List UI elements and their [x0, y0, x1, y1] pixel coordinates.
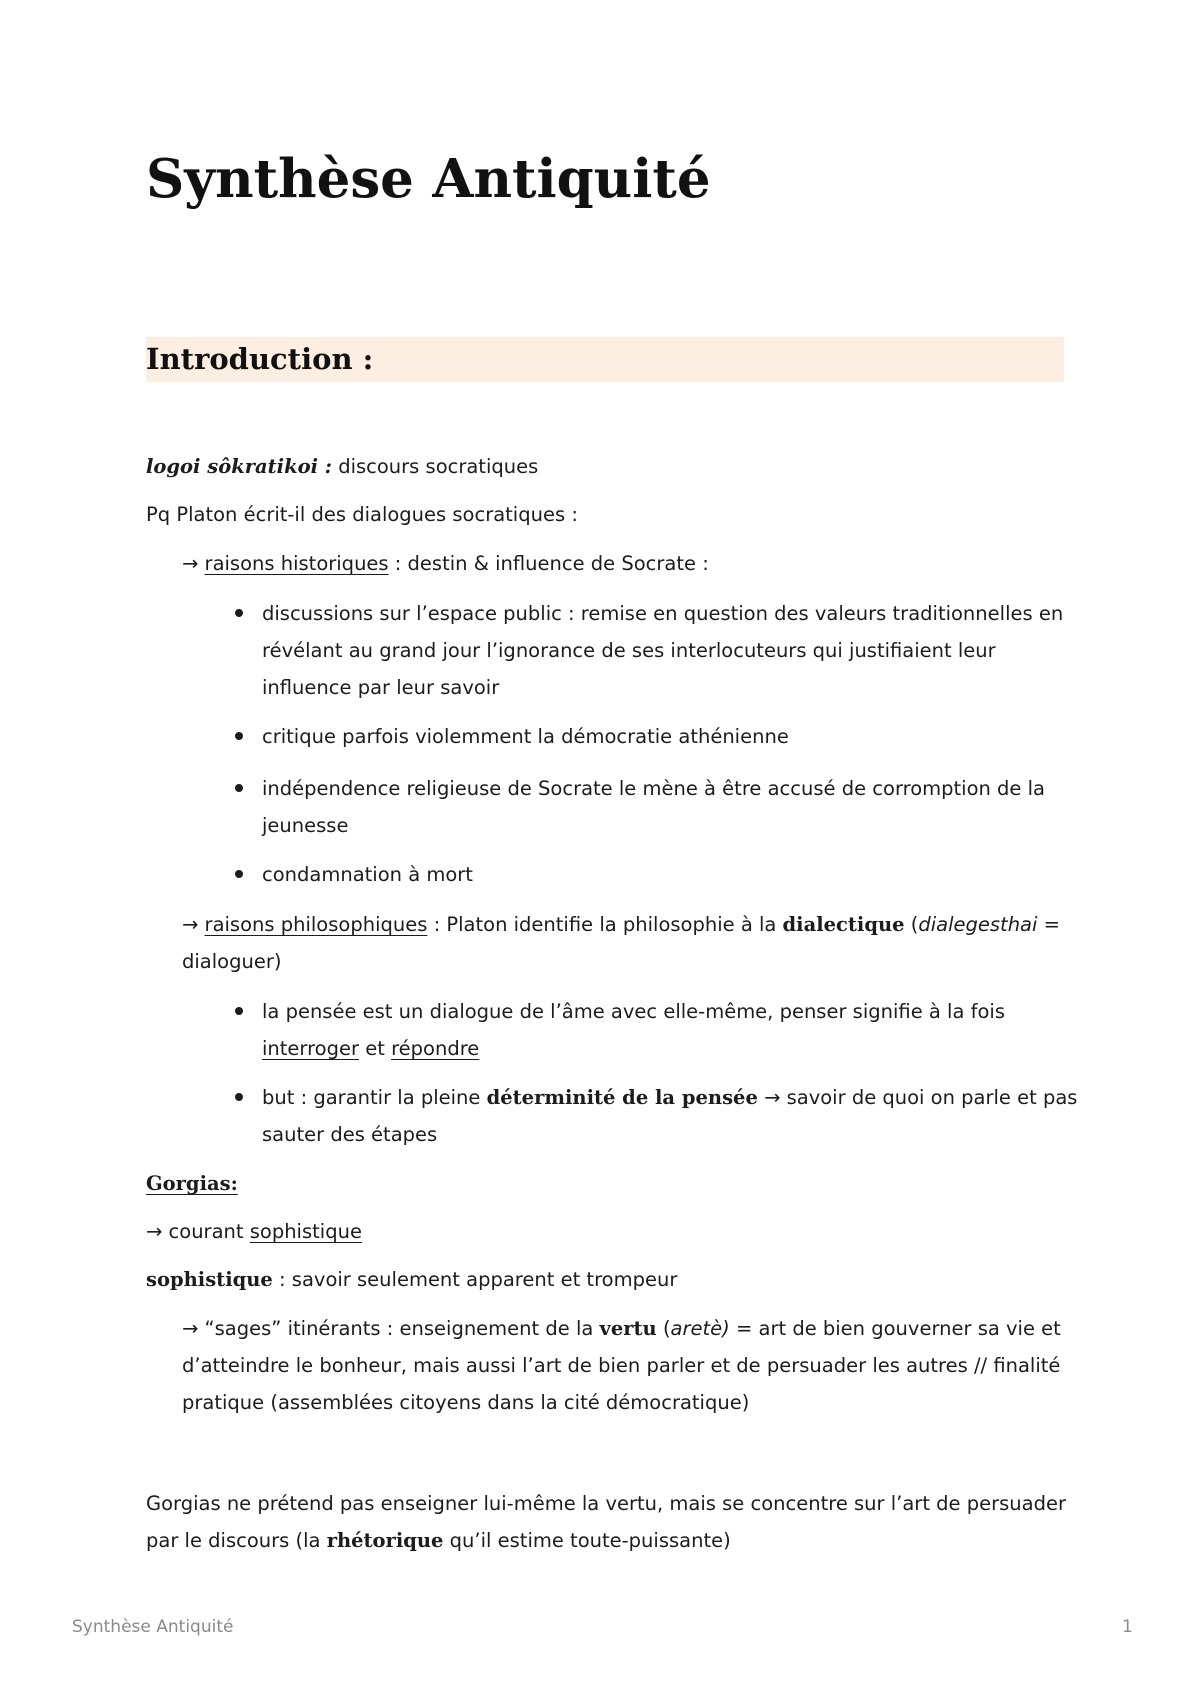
historical-reasons-rest: : destin & influence de Socrate : — [394, 552, 709, 575]
paragraph-prefix: par le discours (la — [146, 1529, 321, 1552]
gorgias-paragraph: Gorgias ne prétend pas enseigner lui-même la vertu, mais se concentre sur l’art de persuader — [146, 1492, 1066, 1515]
dialectique-term: dialectique — [782, 913, 905, 936]
bullet-text-continued — [262, 1030, 479, 1067]
bullet-suffix: → savoir de quoi on parle et pas — [764, 1086, 1078, 1109]
sages-line-continued: d’atteindre le bonheur, mais aussi l’art de bien parler et de persuader les autres // finalité — [182, 1354, 1061, 1377]
rhetorique-term: rhétorique — [326, 1529, 444, 1552]
interroger-term: interroger — [262, 1037, 360, 1060]
paragraph-suffix: qu’il estime toute-puissante) — [449, 1529, 731, 1552]
sages-line — [182, 1310, 1061, 1347]
dialegesthai-term: dialegesthai — [918, 913, 1038, 936]
bullet-text-continued: influence par leur savoir — [262, 676, 500, 699]
bullet-text-continued: jeunesse — [262, 814, 349, 837]
gorgias-paragraph-continued — [146, 1522, 731, 1559]
arete-term: aretè) — [670, 1317, 730, 1340]
sophistique-definition — [146, 1261, 677, 1298]
courant-prefix: → courant — [146, 1220, 244, 1243]
arrow: → — [182, 913, 199, 936]
bullet-dot — [235, 609, 243, 617]
philosophical-reasons-continued: dialoguer) — [182, 950, 282, 973]
document-title: Synthèse Antiquité — [146, 148, 711, 210]
historical-reasons-label: raisons historiques — [204, 552, 389, 575]
footer-page-number: 1 — [1122, 1617, 1133, 1637]
sages-rest: = art de bien gouverner sa vie et — [735, 1317, 1061, 1340]
determinite-term: déterminité de la pensée — [486, 1086, 758, 1109]
courant-line — [146, 1213, 362, 1250]
historical-reasons-line — [182, 545, 709, 582]
section-heading-band — [146, 337, 1064, 382]
bullet-dot — [235, 870, 243, 878]
vertu-term: vertu — [599, 1317, 657, 1340]
definition-text: discours socratiques — [338, 455, 539, 478]
bullet-text-continued: sauter des étapes — [262, 1123, 438, 1146]
sages-line-continued: pratique (assemblées citoyens dans la cité démocratique) — [182, 1391, 750, 1414]
conjunction: et — [365, 1037, 385, 1060]
footer-document-title: Synthèse Antiquité — [72, 1617, 234, 1637]
sophistique-link-term: sophistique — [249, 1220, 362, 1243]
definition-term: logoi sôkratikoi : — [146, 455, 332, 478]
bullet-dot — [235, 732, 243, 740]
gorgias-heading: Gorgias: — [146, 1172, 238, 1195]
bullet-text-continued: révélant au grand jour l’ignorance de ses interlocuteurs qui justifiaient leur — [262, 639, 996, 662]
bullet-dot — [235, 784, 243, 792]
philosophical-reasons-text: : Platon identifie la philosophie à la — [433, 913, 777, 936]
paren: ( — [662, 1317, 671, 1340]
bullet-prefix: but : garantir la pleine — [262, 1086, 481, 1109]
philosophical-reasons-label: raisons philosophiques — [204, 913, 428, 936]
section-heading: Introduction : — [146, 342, 374, 376]
bullet-text — [262, 1079, 1077, 1116]
bullet-text: indépendence religieuse de Socrate le mène à être accusé de corromption de la — [262, 777, 1045, 800]
bullet-dot — [235, 1007, 243, 1015]
bullet-text: critique parfois violemment la démocratie athénienne — [262, 725, 789, 748]
paren: ( — [910, 913, 919, 936]
definition-line — [146, 448, 538, 485]
equals-sign: = — [1043, 913, 1060, 936]
philosophical-reasons-line — [182, 906, 1060, 943]
question-line: Pq Platon écrit-il des dialogues socratiques : — [146, 503, 578, 526]
bullet-text: discussions sur l’espace public : remise en question des valeurs traditionnelles en — [262, 602, 1064, 625]
bullet-dot — [235, 1093, 243, 1101]
sophistique-definition-text: : savoir seulement apparent et trompeur — [279, 1268, 678, 1291]
sages-prefix: → “sages” itinérants : enseignement de la — [182, 1317, 594, 1340]
repondre-term: répondre — [391, 1037, 480, 1060]
bullet-text: condamnation à mort — [262, 863, 473, 886]
sophistique-term: sophistique — [146, 1268, 273, 1291]
bullet-text: la pensée est un dialogue de l’âme avec elle-même, penser signifie à la fois — [262, 1000, 1005, 1023]
arrow: → — [182, 552, 199, 575]
